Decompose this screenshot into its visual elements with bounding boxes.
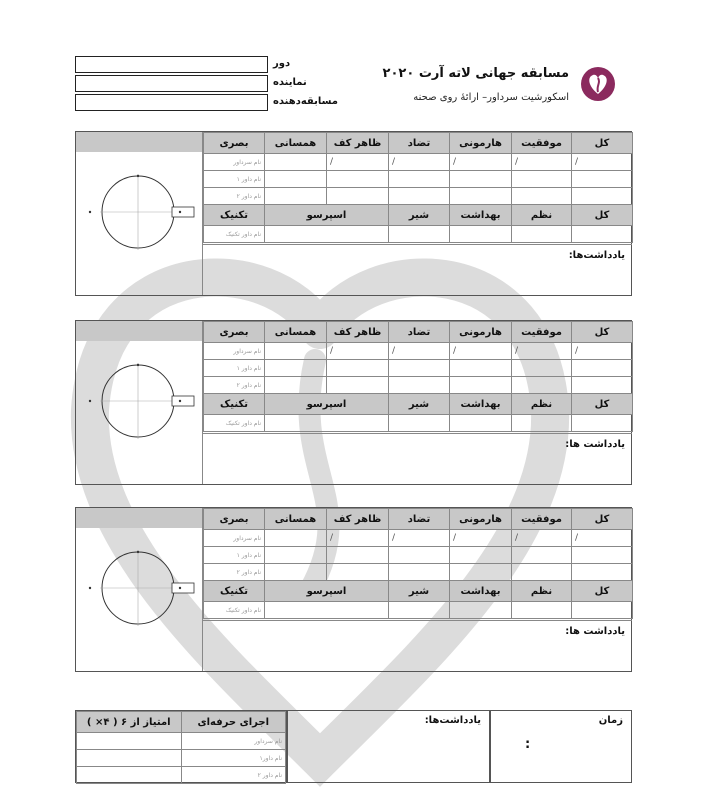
visual-criterion-header: کل (572, 133, 633, 154)
score-cell[interactable] (265, 188, 327, 205)
score-sheet (75, 320, 632, 485)
judge-name: نام داور ۱ (204, 547, 265, 564)
visual-criterion-header: هارمونی (450, 509, 512, 530)
round-field[interactable] (75, 56, 268, 73)
score-header: امتیاز از ۶ ( ۴× ) (77, 712, 182, 733)
latte-art-logo-icon (580, 66, 616, 102)
score-cell[interactable] (77, 733, 182, 750)
score-cell[interactable] (265, 602, 389, 619)
score-cell[interactable] (389, 377, 450, 394)
score-cell[interactable] (265, 343, 327, 360)
score-cell[interactable] (389, 171, 450, 188)
espresso-header: اسپرسو (265, 394, 389, 415)
score-cell[interactable] (327, 188, 389, 205)
slash-mark: / (575, 533, 579, 543)
milk-header: شیر (389, 205, 450, 226)
time-box[interactable] (490, 710, 632, 783)
cup-diagram-icon (86, 361, 196, 441)
visual-criterion-header: هارمونی (450, 322, 512, 343)
notes-label: یادداشت‌ها: (568, 250, 625, 261)
column-divider (202, 152, 203, 295)
visual-criterion-header: همسانی (265, 322, 327, 343)
slash-mark: / (392, 157, 396, 167)
score-cell[interactable] (450, 377, 512, 394)
score-cell[interactable] (389, 154, 450, 171)
score-cell[interactable] (512, 602, 572, 619)
technique-header: تکنیک (204, 394, 265, 415)
notes-area[interactable] (203, 433, 632, 434)
score-cell[interactable] (450, 360, 512, 377)
score-cell[interactable] (450, 226, 512, 243)
score-cell[interactable] (389, 415, 450, 432)
order-header: نظم (512, 205, 572, 226)
score-cell[interactable] (327, 343, 389, 360)
visual-criterion-header: تضاد (389, 509, 450, 530)
score-cell[interactable] (327, 547, 389, 564)
competitor-field[interactable] (75, 94, 268, 111)
score-cell[interactable] (327, 377, 389, 394)
professional-performance-block (75, 710, 287, 783)
slash-mark: / (515, 533, 519, 543)
score-cell[interactable] (572, 343, 633, 360)
score-cell[interactable] (265, 564, 327, 581)
bottom-notes-box[interactable] (287, 710, 490, 783)
score-cell[interactable] (572, 154, 633, 171)
pro-header: اجرای حرفه‌ای (181, 712, 286, 733)
visual-criterion-header: کل (572, 509, 633, 530)
score-cell[interactable] (450, 343, 512, 360)
score-cell[interactable] (572, 547, 633, 564)
visual-criterion-header: موفقیت (512, 133, 572, 154)
visual-criterion-header: بصری (204, 133, 265, 154)
espresso-header: اسپرسو (265, 581, 389, 602)
score-cell[interactable] (265, 154, 327, 171)
score-cell[interactable] (389, 360, 450, 377)
technique-header: تکنیک (204, 581, 265, 602)
score-sheet (75, 507, 632, 672)
score-sheet (75, 131, 632, 296)
cup-diagram-icon (86, 172, 196, 252)
score-cell[interactable] (572, 602, 633, 619)
score-cell[interactable] (512, 360, 572, 377)
order-header: نظم (512, 581, 572, 602)
score-cell[interactable] (450, 188, 512, 205)
round-label: دور (273, 58, 291, 69)
score-cell[interactable] (512, 171, 572, 188)
score-cell[interactable] (512, 415, 572, 432)
judge-name: نام داور ۱ (204, 360, 265, 377)
visual-criterion-header: بصری (204, 322, 265, 343)
visual-criterion-header: همسانی (265, 133, 327, 154)
judge-name: نام سرداور (204, 343, 265, 360)
visual-criterion-header: همسانی (265, 509, 327, 530)
milk-header: شیر (389, 581, 450, 602)
score-cell[interactable] (327, 564, 389, 581)
slash-mark: / (330, 346, 334, 356)
score-cell[interactable] (389, 564, 450, 581)
total-header: کل (572, 205, 633, 226)
hygiene-header: بهداشت (450, 205, 512, 226)
score-cell[interactable] (512, 154, 572, 171)
sheet-header-filler (76, 132, 203, 152)
technique-header: تکنیک (204, 205, 265, 226)
slash-mark: / (453, 346, 457, 356)
page-subtitle: اسکورشیت سرداور– ارائهٔ روی صحنه (413, 92, 569, 103)
score-cell[interactable] (389, 188, 450, 205)
visual-criterion-header: ظاهر کف (327, 133, 389, 154)
tech-judge-name: نام داور تکنیک (204, 602, 265, 619)
slash-mark: / (515, 157, 519, 167)
notes-area[interactable] (203, 620, 632, 621)
time-label: زمان (598, 715, 623, 726)
score-cell[interactable] (512, 530, 572, 547)
competitor-label: مسابقه‌دهنده (273, 96, 338, 107)
score-cell[interactable] (512, 564, 572, 581)
score-cell[interactable] (512, 343, 572, 360)
score-cell[interactable] (389, 343, 450, 360)
slash-mark: / (453, 157, 457, 167)
score-cell[interactable] (512, 188, 572, 205)
score-cell[interactable] (265, 360, 327, 377)
score-cell[interactable] (389, 547, 450, 564)
visual-criterion-header: ظاهر کف (327, 509, 389, 530)
judge-name: نام داور ۲ (204, 188, 265, 205)
score-cell[interactable] (512, 377, 572, 394)
slash-mark: / (575, 346, 579, 356)
score-cell[interactable] (265, 530, 327, 547)
page-title: مسابقه جهانی لاته آرت ۲۰۲۰ (382, 66, 569, 81)
judge-name: نام داور ۲ (204, 564, 265, 581)
score-cell[interactable] (327, 154, 389, 171)
score-cell[interactable] (572, 530, 633, 547)
time-value: : (525, 737, 531, 752)
representative-field[interactable] (75, 75, 268, 92)
score-cell[interactable] (450, 564, 512, 581)
hygiene-header: بهداشت (450, 394, 512, 415)
score-cell[interactable] (450, 602, 512, 619)
score-cell[interactable] (572, 564, 633, 581)
score-cell[interactable] (450, 547, 512, 564)
score-cell[interactable] (572, 360, 633, 377)
score-cell[interactable] (450, 154, 512, 171)
score-cell[interactable] (77, 767, 182, 784)
judge-name: نام سرداور (204, 154, 265, 171)
score-cell[interactable] (572, 171, 633, 188)
slash-mark: / (575, 157, 579, 167)
total-header: کل (572, 581, 633, 602)
visual-criterion-header: موفقیت (512, 322, 572, 343)
visual-criterion-header: ظاهر کف (327, 322, 389, 343)
score-cell[interactable] (265, 171, 327, 188)
judge-name: نام سرداور (181, 733, 286, 750)
column-divider (202, 341, 203, 484)
cup-diagram-icon (86, 548, 196, 628)
sheet-header-filler (76, 321, 203, 341)
score-cell[interactable] (265, 547, 327, 564)
total-header: کل (572, 394, 633, 415)
slash-mark: / (515, 346, 519, 356)
score-cell[interactable] (389, 226, 450, 243)
score-cell[interactable] (512, 226, 572, 243)
visual-criterion-header: تضاد (389, 322, 450, 343)
judge-name: نام سرداور (204, 530, 265, 547)
column-divider (202, 528, 203, 671)
visual-criterion-header: موفقیت (512, 509, 572, 530)
score-cell[interactable] (512, 547, 572, 564)
score-cell[interactable] (327, 360, 389, 377)
score-cell[interactable] (265, 226, 389, 243)
score-cell[interactable] (572, 415, 633, 432)
milk-header: شیر (389, 394, 450, 415)
judge-name: نام داور ۲ (204, 377, 265, 394)
tech-judge-name: نام داور تکنیک (204, 415, 265, 432)
score-cell[interactable] (572, 226, 633, 243)
notes-area[interactable] (203, 244, 632, 245)
espresso-header: اسپرسو (265, 205, 389, 226)
visual-criterion-header: کل (572, 322, 633, 343)
slash-mark: / (453, 533, 457, 543)
slash-mark: / (330, 533, 334, 543)
score-cell[interactable] (450, 171, 512, 188)
score-cell[interactable] (327, 171, 389, 188)
bottom-notes-label: یادداشت‌ها: (424, 715, 481, 726)
score-cell[interactable] (450, 530, 512, 547)
judge-name: نام داور۱ (181, 750, 286, 767)
tech-judge-name: نام داور تکنیک (204, 226, 265, 243)
score-cell[interactable] (265, 377, 327, 394)
slash-mark: / (330, 157, 334, 167)
slash-mark: / (392, 533, 396, 543)
visual-criterion-header: بصری (204, 509, 265, 530)
score-cell[interactable] (450, 415, 512, 432)
score-cell[interactable] (77, 750, 182, 767)
score-cell[interactable] (265, 415, 389, 432)
notes-label: یادداشت ها: (565, 626, 625, 637)
score-cell[interactable] (389, 602, 450, 619)
sheet-header-filler (76, 508, 203, 528)
visual-criterion-header: هارمونی (450, 133, 512, 154)
judge-name: نام داور ۲ (181, 767, 286, 784)
order-header: نظم (512, 394, 572, 415)
visual-criterion-header: تضاد (389, 133, 450, 154)
score-cell[interactable] (572, 188, 633, 205)
notes-label: یادداشت ها: (565, 439, 625, 450)
score-cell[interactable] (389, 530, 450, 547)
judge-name: نام داور ۱ (204, 171, 265, 188)
score-cell[interactable] (327, 530, 389, 547)
hygiene-header: بهداشت (450, 581, 512, 602)
representative-label: نماینده (273, 77, 307, 88)
slash-mark: / (392, 346, 396, 356)
score-cell[interactable] (572, 377, 633, 394)
